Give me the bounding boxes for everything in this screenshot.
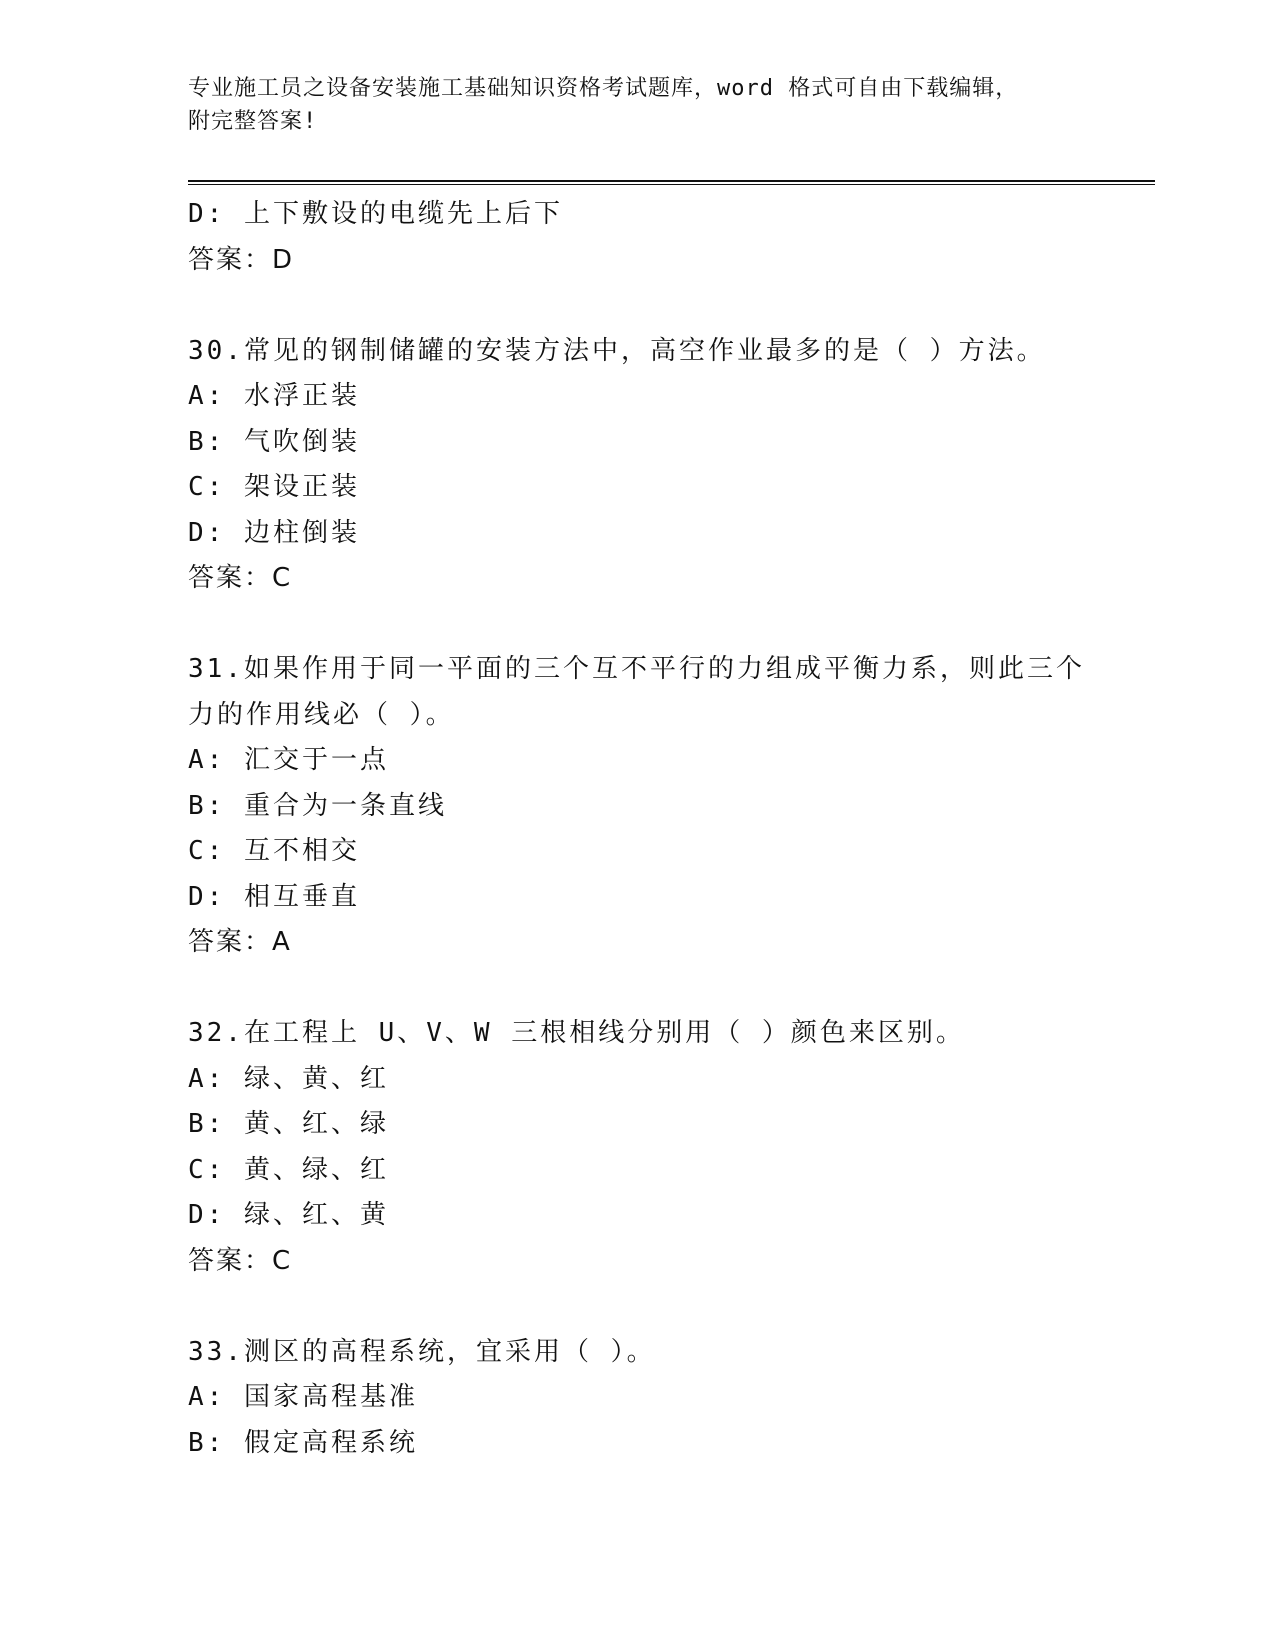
option-b: B: 气吹倒装	[188, 426, 360, 457]
option-c: C: 黄、绿、红	[188, 1154, 389, 1185]
question-stem: 33.测区的高程系统，宜采用（ ）。	[188, 1336, 656, 1367]
option-b: B: 假定高程系统	[188, 1427, 418, 1458]
option-d: D: 相互垂直	[188, 881, 360, 912]
spacer	[188, 1284, 1088, 1330]
header-line-2: 附完整答案!	[188, 109, 318, 134]
question-29-fragment	[188, 192, 1088, 283]
page-header	[188, 72, 1068, 138]
question-list	[188, 192, 1088, 1466]
question-32	[188, 1011, 1088, 1284]
answer-line: 答案：D	[188, 244, 295, 275]
option-a: A: 国家高程基准	[188, 1382, 418, 1412]
question-stem: 30.常见的钢制储罐的安装方法中，高空作业最多的是（ ）方法。	[188, 335, 1046, 366]
question-31	[188, 647, 1088, 966]
question-stem: 32.在工程上 U、V、W 三根相线分别用（ ）颜色来区别。	[188, 1018, 965, 1048]
header-divider	[188, 180, 1155, 185]
spacer	[188, 602, 1088, 648]
question-stem-line-1: 31.如果作用于同一平面的三个互不平行的力组成平衡力系，则此三个	[188, 654, 1085, 684]
question-33	[188, 1330, 1088, 1467]
option-b: B: 黄、红、绿	[188, 1109, 389, 1139]
answer-line: 答案：A	[188, 927, 292, 957]
question-30	[188, 329, 1088, 602]
option-c: C: 互不相交	[188, 836, 360, 866]
option-d: D: 边柱倒装	[188, 517, 360, 548]
option-b: B: 重合为一条直线	[188, 790, 447, 821]
option-d: D: 上下敷设的电缆先上后下	[188, 199, 563, 229]
header-line-1: 专业施工员之设备安装施工基础知识资格考试题库，word 格式可自由下载编辑，	[188, 76, 1019, 101]
answer-line: 答案：C	[188, 1245, 293, 1276]
option-a: A: 汇交于一点	[188, 745, 389, 775]
option-a: A: 绿、黄、红	[188, 1063, 389, 1094]
spacer	[188, 966, 1088, 1012]
option-d: D: 绿、红、黄	[188, 1200, 389, 1230]
option-c: C: 架设正装	[188, 472, 360, 502]
answer-line: 答案：C	[188, 563, 293, 593]
spacer	[188, 283, 1088, 329]
question-stem-line-2: 力的作用线必（ ）。	[188, 699, 455, 730]
option-a: A: 水浮正装	[188, 381, 360, 411]
